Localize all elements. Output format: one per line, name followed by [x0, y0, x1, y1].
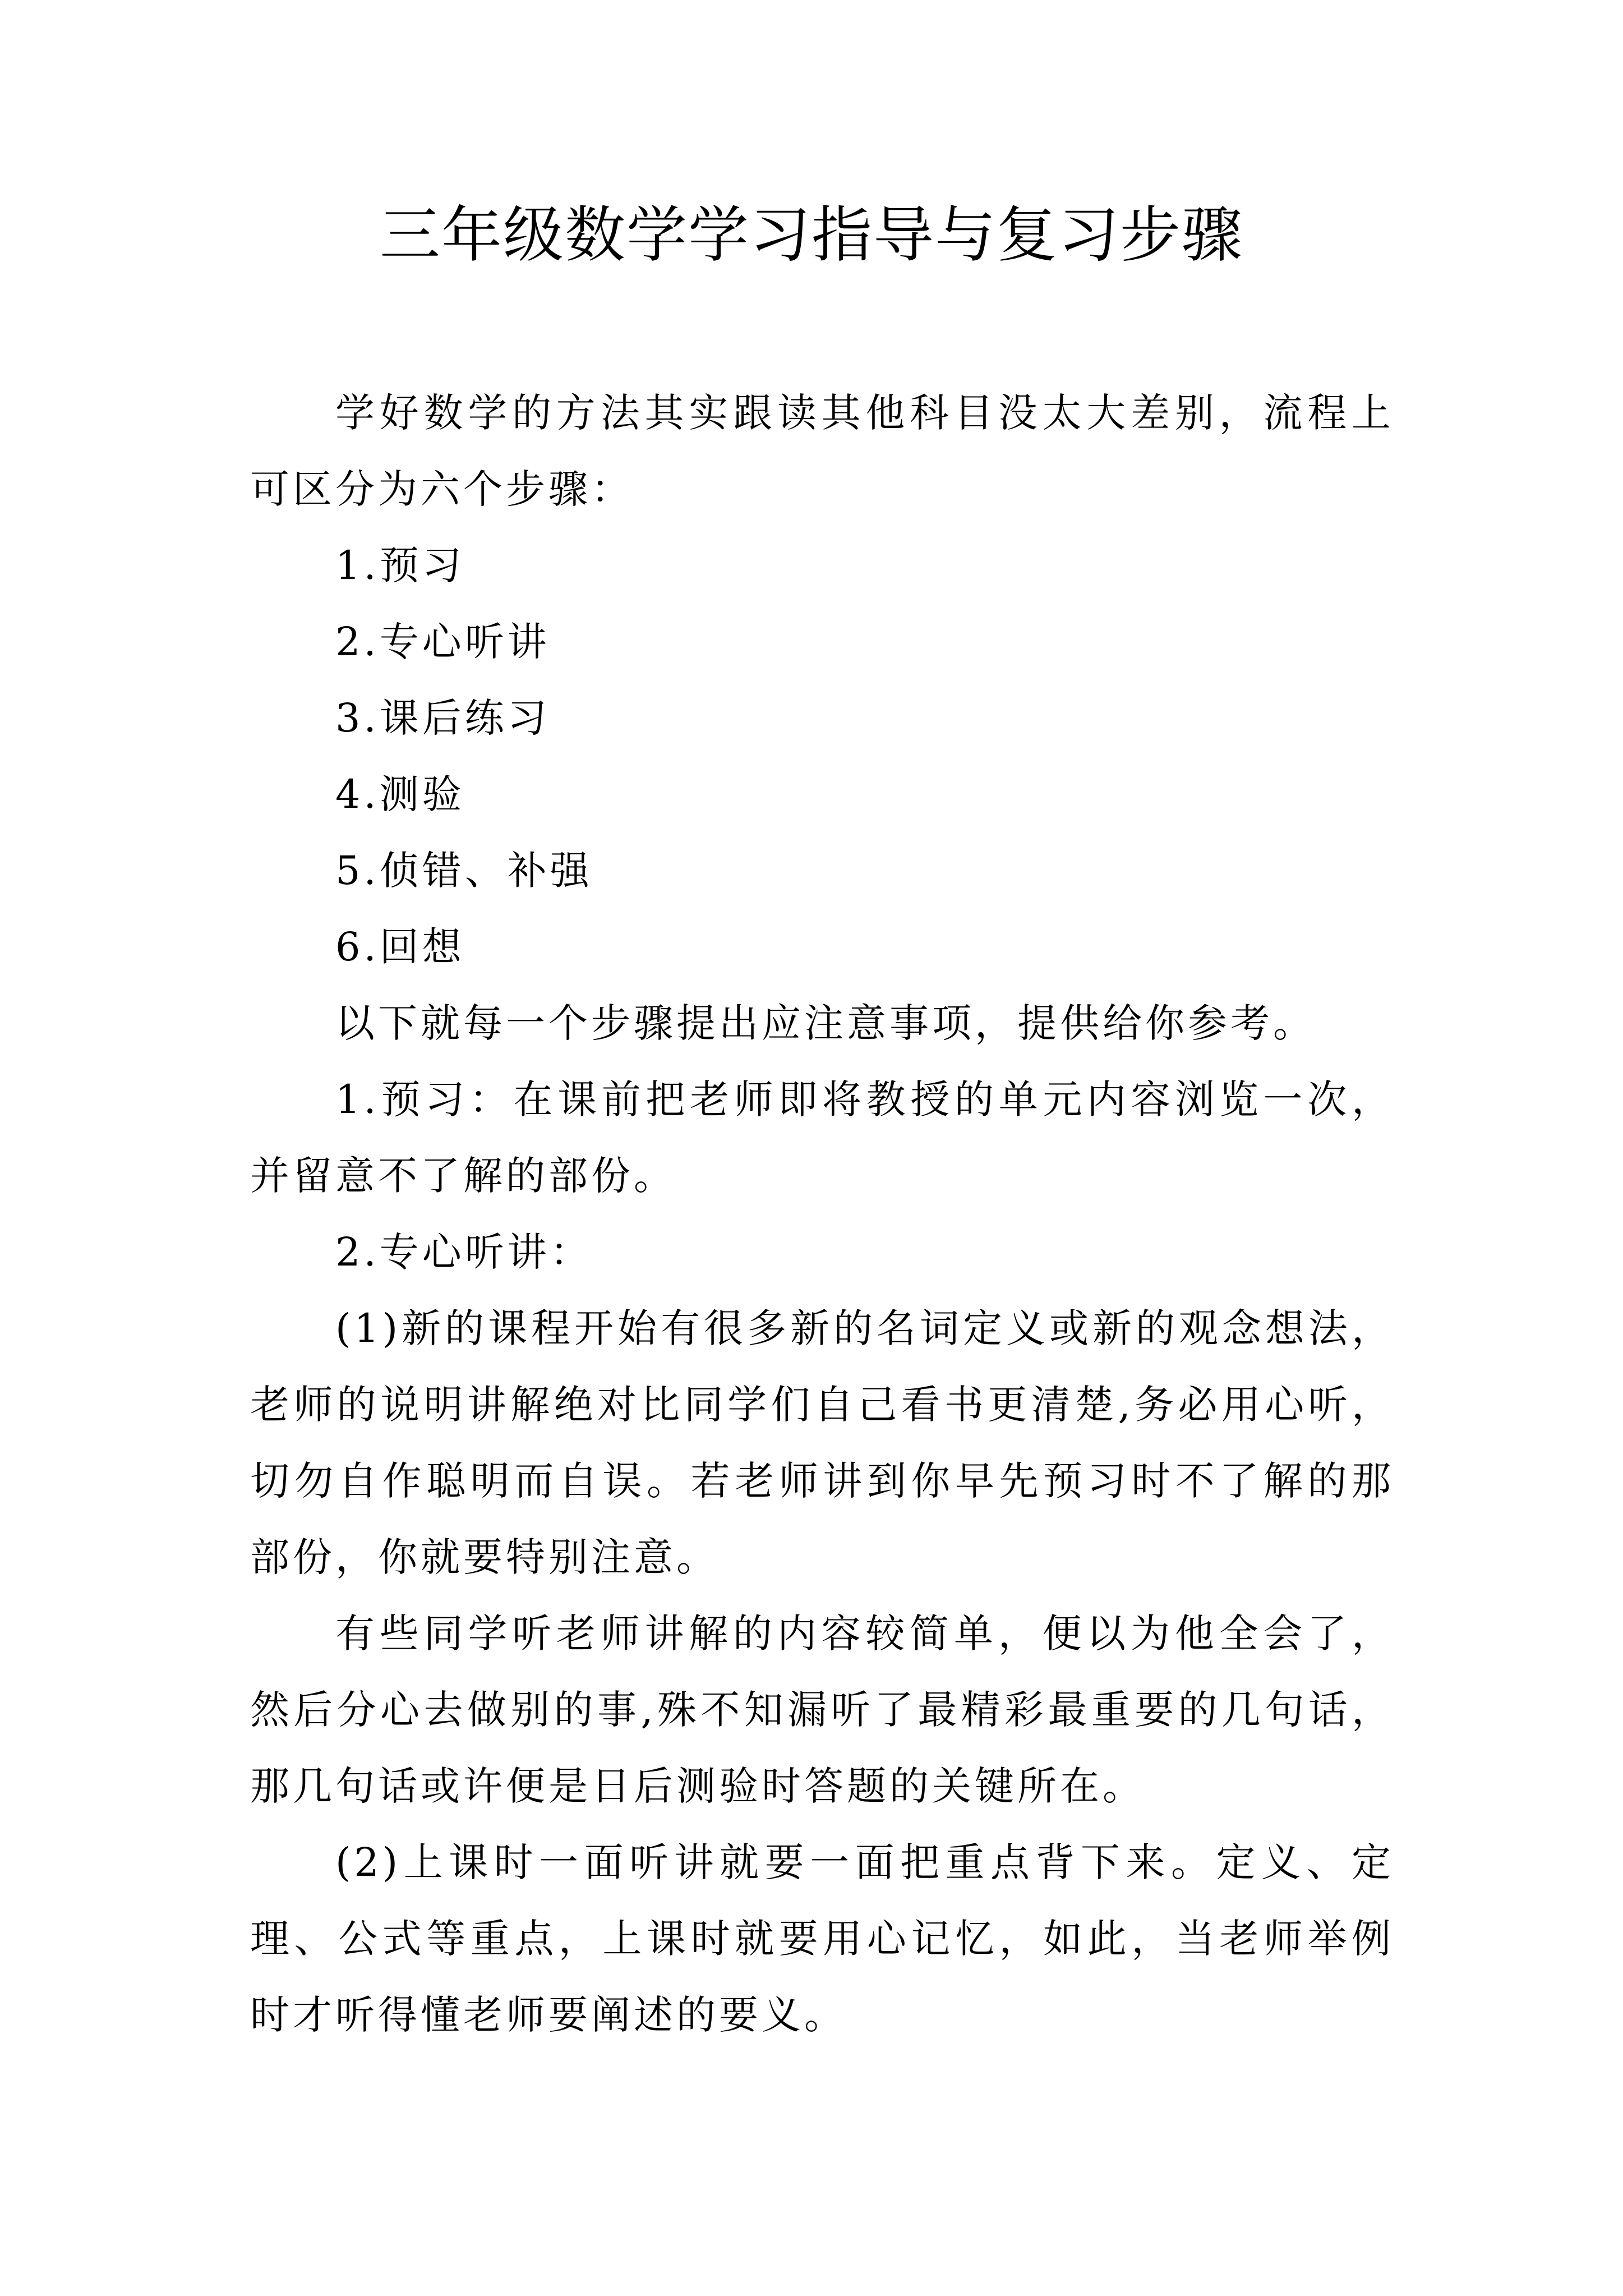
step-list-item-4: 4.测验 — [335, 771, 465, 817]
listening-point-2: (2)上课时一面听讲就要一面把重点背下来。定义、定理、公式等重点，上课时就要用心记忆，如此，当老师举例时才听得懂老师要阐述的要义。 — [250, 1839, 1394, 2038]
step-list-item-5: 5.侦错、补强 — [335, 848, 593, 894]
step-list-item-2: 2.专心听讲 — [335, 619, 550, 665]
preview-paragraph: 1.预习：在课前把老师即将教授的单元内容浏览一次，并留意不了解的部份。 — [250, 1076, 1394, 1199]
transition-paragraph: 以下就每一个步骤提出应注意事项，提供给你参考。 — [335, 1000, 1316, 1046]
step-list-item-1: 1.预习 — [335, 542, 465, 588]
document-body — [250, 375, 1394, 2053]
document-title: 三年级数学学习指导与复习步骤 — [379, 200, 1243, 270]
listening-heading: 2.专心听讲： — [335, 1229, 593, 1275]
step-list-item-6: 6.回想 — [335, 924, 465, 970]
listening-point-1: (1)新的课程开始有很多新的名词定义或新的观念想法，老师的说明讲解绝对比同学们自己看书更清楚,务必用心听，切勿自作聪明而自误。若老师讲到你早先预习时不了解的那部份，你就要特别注意。 — [250, 1305, 1394, 1580]
step-list-item-3: 3.课后练习 — [335, 695, 550, 741]
intro-paragraph: 学好数学的方法其实跟读其他科目没太大差别，流程上可区分为六个步骤： — [250, 390, 1394, 512]
listening-note: 有些同学听老师讲解的内容较简单，便以为他全会了，然后分心去做别的事,殊不知漏听了最精彩最重要的几句话，那几句话或许便是日后测验时答题的关键所在。 — [250, 1611, 1394, 1809]
